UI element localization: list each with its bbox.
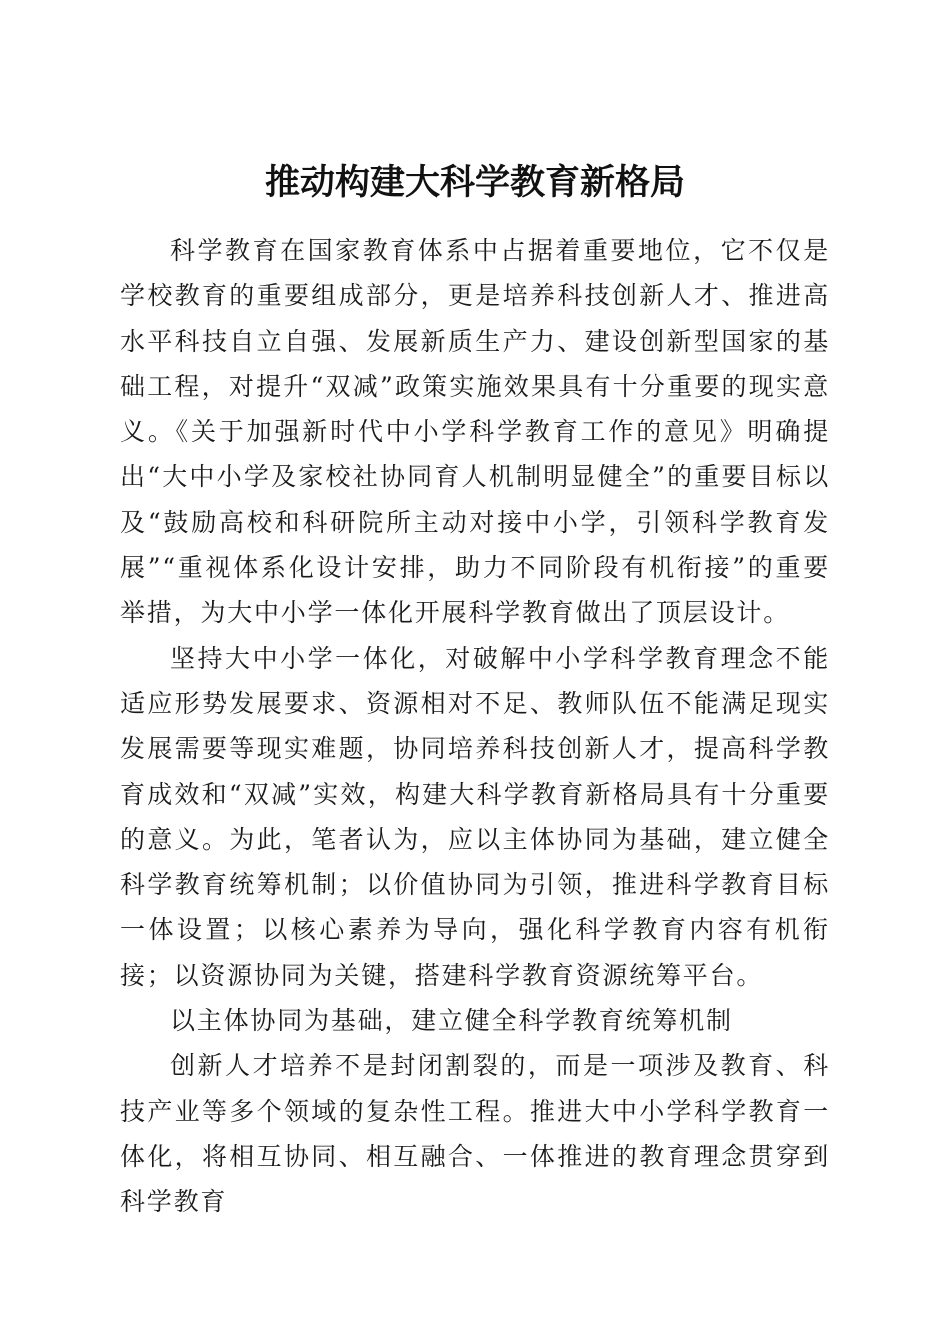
document-body — [120, 228, 830, 1225]
paragraph-intro: 科学教育在国家教育体系中占据着重要地位，它不仅是学校教育的重要组成部分，更是培养科技创新人才、推进高水平科技自立自强、发展新质生产力、建设创新型国家的基础工程，对提升“双减”政策实施效果具有十分重要的现实意义。《关于加强新时代中小学科学教育工作的意见》明确提出“大中小学及家校社协同育人机制明显健全”的重要目标以及“鼓励高校和科研院所主动对接中小学，引领科学教育发展”“重视体系化设计安排，助力不同阶段有机衔接”的重要举措，为大中小学一体化开展科学教育做出了顶层设计。 — [120, 236, 830, 628]
section-heading: 以主体协同为基础，建立健全科学教育统筹机制 — [170, 1006, 733, 1036]
paragraph-significance: 坚持大中小学一体化，对破解中小学科学教育理念不能适应形势发展要求、资源相对不足、教师队伍不能满足现实发展需要等现实难题，协同培养科技创新人才，提高科学教育成效和“双减”实效，构建大科学教育新格局具有十分重要的意义。为此，笔者认为，应以主体协同为基础，建立健全科学教育统筹机制；以价值协同为引领，推进科学教育目标一体设置；以核心素养为导向，强化科学教育内容有机衔接；以资源协同为关键，搭建科学教育资源统筹平台。 — [120, 643, 830, 990]
document-title: 推动构建大科学教育新格局 — [264, 162, 685, 204]
paragraph-section-body: 创新人才培养不是封闭割裂的，而是一项涉及教育、科技产业等多个领域的复杂性工程。推进大中小学科学教育一体化，将相互协同、相互融合、一体推进的教育理念贯穿到科学教育 — [120, 1051, 830, 1217]
